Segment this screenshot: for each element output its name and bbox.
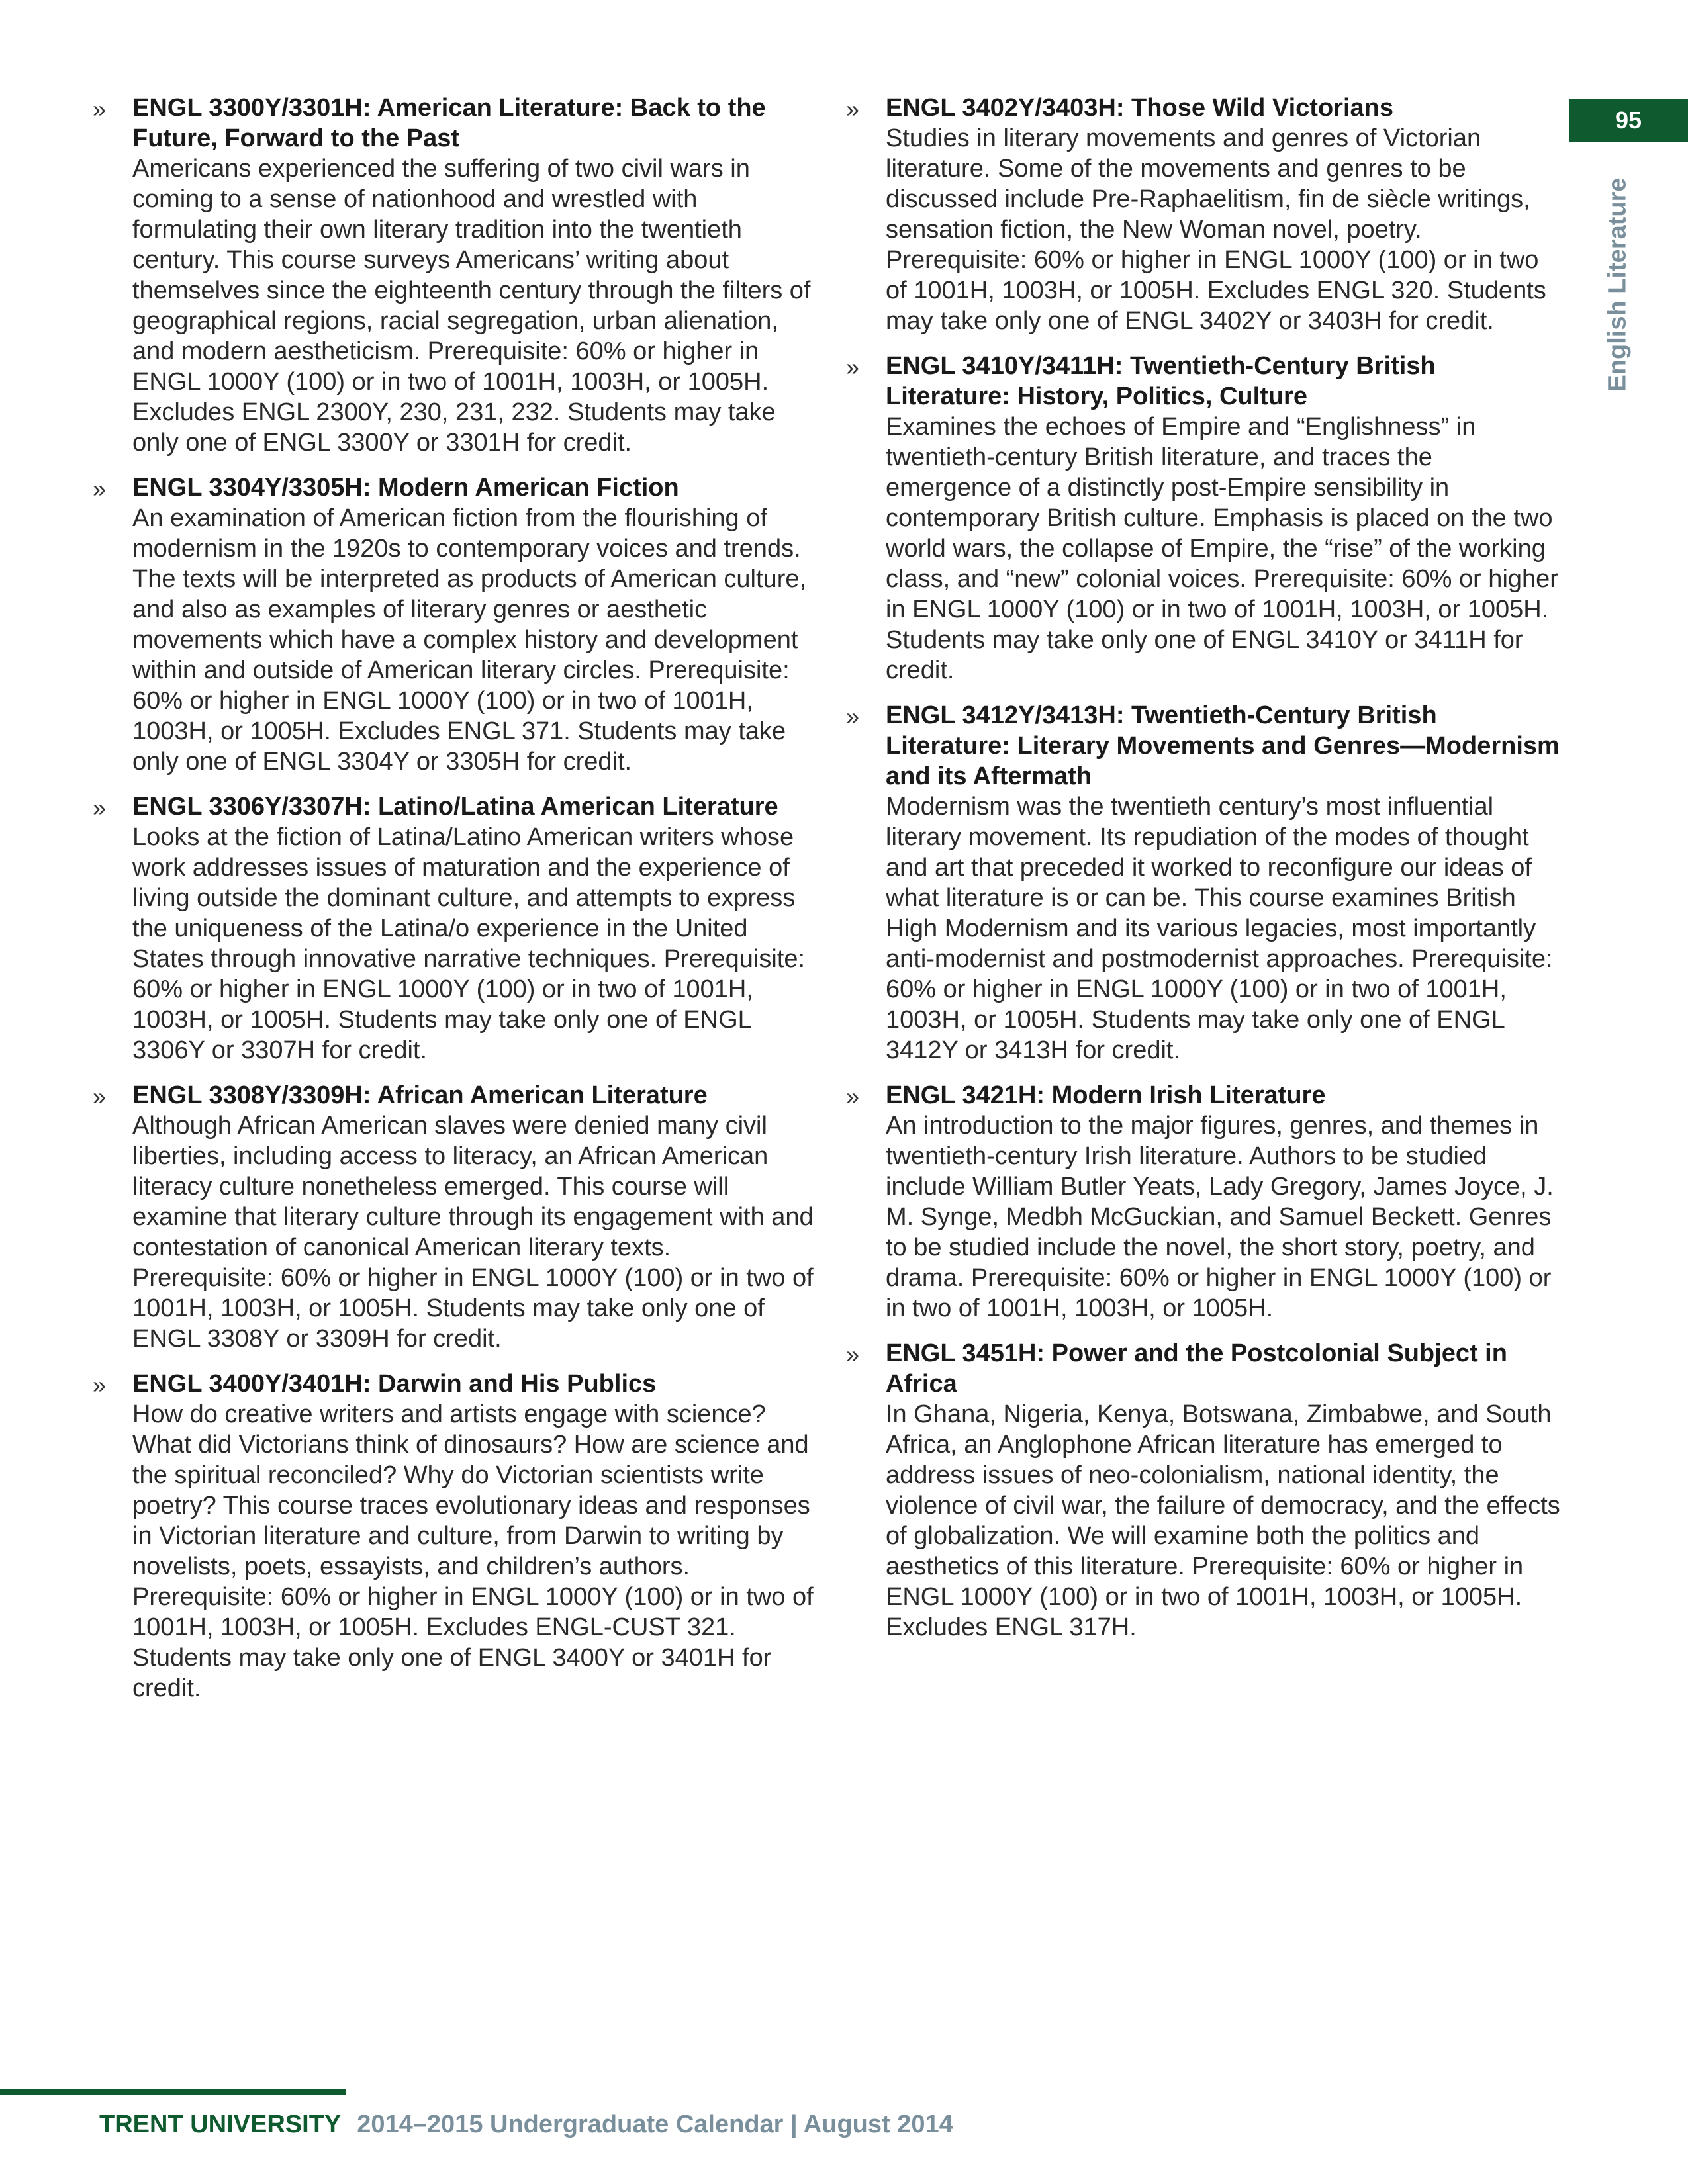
course-entry xyxy=(93,1369,814,1704)
course-description: Modernism was the twentieth century’s most influential literary movement. Its repudiation of the modes of thought and art that preceded it worked to reconfigure our ideas of what literature is or can be. This course examines British High Modernism and its various legacies, most importantly anti-modernist and postmodernist approaches. Prerequisite: 60% or higher in ENGL 1000Y (100) or in two of 1001H, 1003H, or 1005H. Students may take only one of ENGL 3412Y or 3413H for credit. xyxy=(886,793,1553,1064)
course-description: An introduction to the major figures, genres, and themes in twentieth-century Irish literature. Authors to be studied include William Butler Yeats, Lady Gregory, James Joyce, J. M. Synge, Medbh McGuckian, and Samuel Beckett. Genres to be studied include the novel, the short story, poetry, and drama. Prerequisite: 60% or higher in ENGL 1000Y (100) or in two of 1001H, 1003H, or 1005H. xyxy=(886,1112,1554,1322)
bullet-marker: » xyxy=(93,95,107,122)
bullet-marker: » xyxy=(93,1083,107,1110)
footer-rule xyxy=(0,2089,346,2095)
section-label-text: English Literature xyxy=(1603,177,1632,392)
course-title: ENGL 3300Y/3301H: American Literature: Back to the Future, Forward to the Past xyxy=(132,94,766,152)
section-label xyxy=(1591,165,1644,404)
course-title: ENGL 3400Y/3401H: Darwin and His Publics xyxy=(132,1370,657,1398)
course-entry xyxy=(93,1080,814,1354)
course-description: How do creative writers and artists engage with science? What did Victorians think of dinosaurs? How are science and the spiritual reconciled? Why do Victorian scientists write poetry? This course traces evolutionary ideas and responses in Victorian literature and culture, from Darwin to writing by novelists, poets, essayists, and children’s authors. Prerequisite: 60% or higher in ENGL 1000Y (100) or in two of 1001H, 1003H, or 1005H. Excludes ENGL-CUST 321. Students may take only one of ENGL 3400Y or 3401H for credit. xyxy=(132,1400,814,1702)
course-entry xyxy=(846,351,1564,686)
course-title: ENGL 3412Y/3413H: Twentieth-Century British Literature: Literary Movements and Genres—Modernism and its Aftermath xyxy=(886,702,1560,790)
course-description: In Ghana, Nigeria, Kenya, Botswana, Zimbabwe, and South Africa, an Anglophone African literature has emerged to address issues of neo-colonialism, national identity, the violence of civil war, the failure of democracy, and the effects of globalization. We will examine both the politics and aesthetics of this literature. Prerequisite: 60% or higher in ENGL 1000Y (100) or in two of 1001H, 1003H, or 1005H. Excludes ENGL 317H. xyxy=(886,1400,1560,1641)
bullet-marker: » xyxy=(846,1083,860,1110)
bullet-marker: » xyxy=(93,794,107,821)
course-title: ENGL 3421H: Modern Irish Literature xyxy=(886,1081,1326,1109)
bullet-marker: » xyxy=(93,1371,107,1398)
course-title: ENGL 3451H: Power and the Postcolonial Subject in Africa xyxy=(886,1340,1507,1398)
bullet-marker: » xyxy=(93,475,107,502)
page-number: 95 xyxy=(1569,99,1688,142)
course-description: Americans experienced the suffering of two civil wars in coming to a sense of nationhood and wrestled with formulating their own literary tradition into the twentieth century. This course surveys Americans’ writing about themselves since the eighteenth century through the filters of geographical regions, racial segregation, urban alienation, and modern aestheticism. Prerequisite: 60% or higher in ENGL 1000Y (100) or in two of 1001H, 1003H, or 1005H. Excludes ENGL 2300Y, 230, 231, 232. Students may take only one of ENGL 3300Y or 3301H for credit. xyxy=(132,155,811,457)
course-description: Looks at the fiction of Latina/Latino American writers whose work addresses issues of maturation and the experience of living outside the dominant culture, and attempts to express the uniqueness of the Latina/o experience in the United States through innovative narrative techniques. Prerequisite: 60% or higher in ENGL 1000Y (100) or in two of 1001H, 1003H, or 1005H. Students may take only one of ENGL 3306Y or 3307H for credit. xyxy=(132,823,806,1064)
course-description: Examines the echoes of Empire and “Englishness” in twentieth-century British literature, and traces the emergence of a distinctly post-Empire sensibility in contemporary British culture. Emphasis is placed on the two world wars, the collapse of Empire, the “rise” of the working class, and “new” colonial voices. Prerequisite: 60% or higher in ENGL 1000Y (100) or in two of 1001H, 1003H, or 1005H. Students may take only one of ENGL 3410Y or 3411H for credit. xyxy=(886,413,1558,684)
right-column xyxy=(846,93,1564,1657)
course-entry xyxy=(846,1338,1564,1643)
footer-university: TRENT UNIVERSITY xyxy=(99,2111,342,2138)
course-title: ENGL 3304Y/3305H: Modern American Fiction xyxy=(132,474,679,502)
left-column xyxy=(93,93,814,1718)
bullet-marker: » xyxy=(846,1341,860,1368)
bullet-marker: » xyxy=(846,353,860,381)
course-title: ENGL 3308Y/3309H: African American Literature xyxy=(132,1081,708,1109)
course-entry xyxy=(846,700,1564,1066)
footer xyxy=(99,2107,953,2142)
course-description: An examination of American fiction from the flourishing of modernism in the 1920s to contemporary voices and trends. The texts will be interpreted as products of American culture, and also as examples of literary genres or aesthetic movements which have a complex history and development within and outside of American literary circles. Prerequisite: 60% or higher in ENGL 1000Y (100) or in two of 1001H, 1003H, or 1005H. Excludes ENGL 371. Students may take only one of ENGL 3304Y or 3305H for credit. xyxy=(132,504,807,776)
course-entry xyxy=(93,473,814,777)
course-description: Studies in literary movements and genres of Victorian literature. Some of the movements and genres to be discussed include Pre-Raphaelitism, fin de siècle writings, sensation fiction, the New Woman novel, poetry. Prerequisite: 60% or higher in ENGL 1000Y (100) or in two of 1001H, 1003H, or 1005H. Excludes ENGL 320. Students may take only one of ENGL 3402Y or 3403H for credit. xyxy=(886,124,1546,335)
course-entry xyxy=(93,93,814,458)
course-title: ENGL 3306Y/3307H: Latino/Latina American Literature xyxy=(132,793,778,821)
course-entry xyxy=(93,792,814,1066)
course-title: ENGL 3410Y/3411H: Twentieth-Century British Literature: History, Politics, Culture xyxy=(886,352,1436,410)
course-entry xyxy=(846,93,1564,336)
bullet-marker: » xyxy=(846,95,860,122)
course-description: Although African American slaves were denied many civil liberties, including access to literacy, an African American literacy culture nonetheless emerged. This course will examine that literary culture through its engagement with and contestation of canonical American literary texts. Prerequisite: 60% or higher in ENGL 1000Y (100) or in two of 1001H, 1003H, or 1005H. Students may take only one of ENGL 3308Y or 3309H for credit. xyxy=(132,1112,814,1353)
course-entry xyxy=(846,1080,1564,1324)
course-title: ENGL 3402Y/3403H: Those Wild Victorians xyxy=(886,94,1393,122)
bullet-marker: » xyxy=(846,703,860,730)
footer-calendar: 2014–2015 Undergraduate Calendar | August 2014 xyxy=(357,2111,953,2138)
